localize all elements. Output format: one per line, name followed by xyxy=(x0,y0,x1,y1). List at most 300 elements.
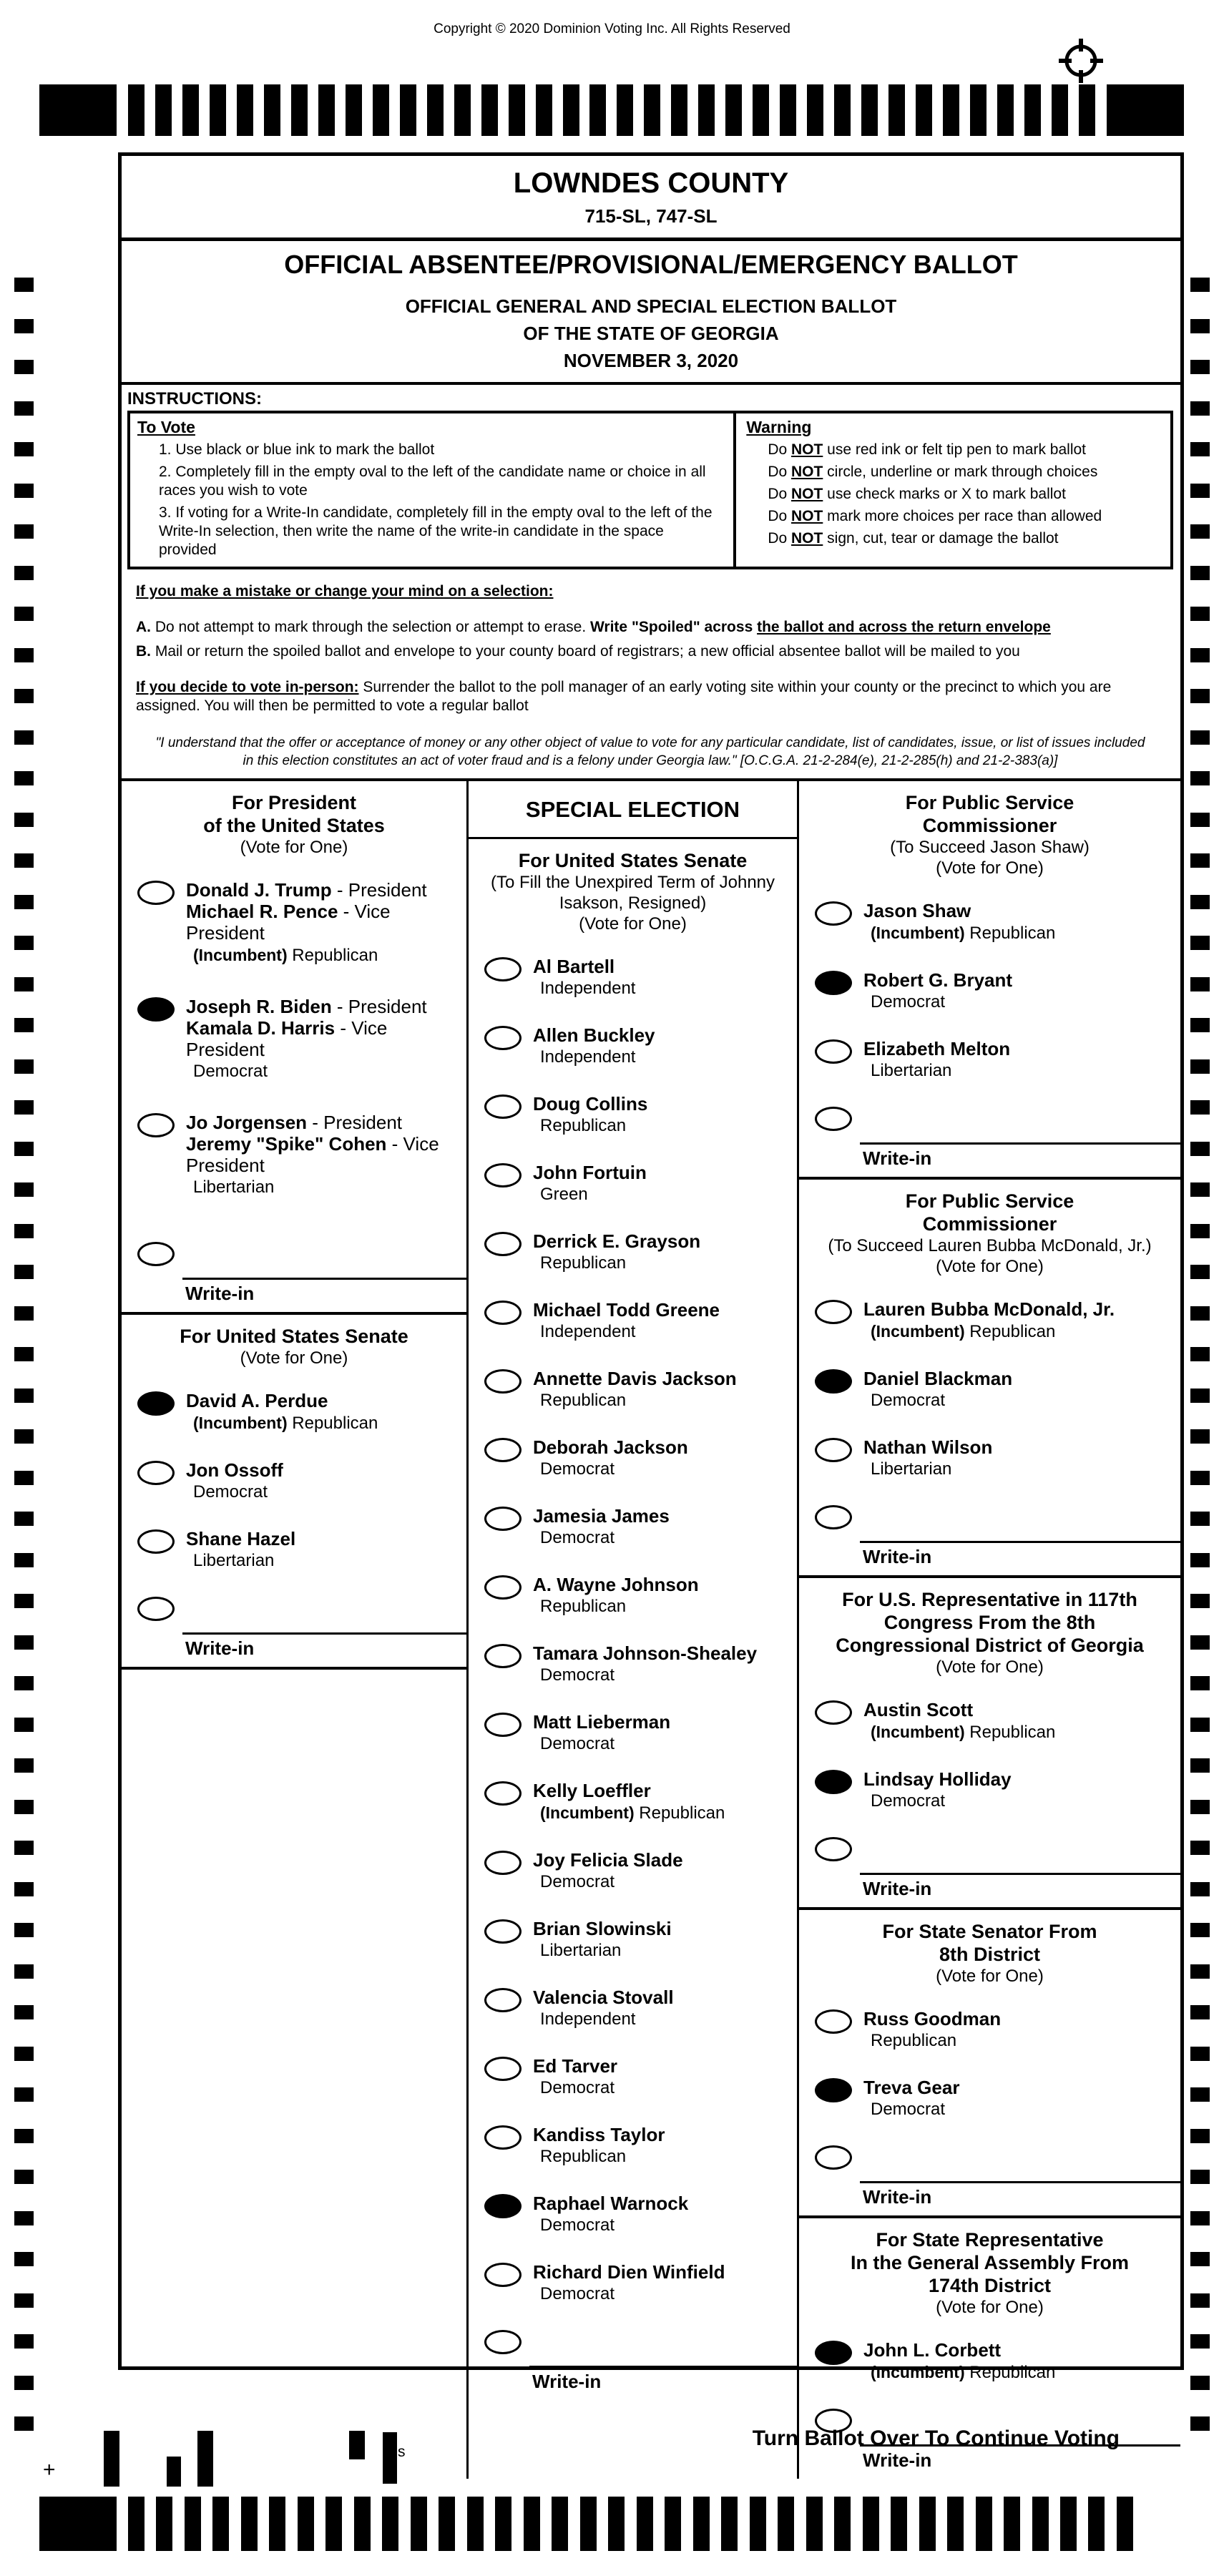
timing-bar xyxy=(495,2497,511,2551)
candidate-text xyxy=(533,1642,757,1685)
oval-annette-davis-jackson[interactable] xyxy=(484,1369,522,1394)
timing-mark-left xyxy=(14,1718,34,1732)
timing-mark-right xyxy=(1190,1306,1210,1321)
candidate-name: Jason Shaw xyxy=(863,900,971,921)
candidate-name: Brian Slowinski xyxy=(533,1918,672,1939)
candidate-name: Michael Todd Greene xyxy=(533,1299,720,1321)
write-in-space[interactable] xyxy=(860,2181,1180,2215)
timing-bar xyxy=(182,84,199,136)
contest-subtitle xyxy=(799,1235,1180,1277)
timing-bar xyxy=(970,84,986,136)
plus-registration-mark: + xyxy=(43,2458,56,2482)
write-in-oval-row xyxy=(799,1505,1180,1529)
to-vote-item: 3. If voting for a Write-In candidate, completely fill in the empty oval to the left of the Write-In selection, then write the name of the write-in candidate in the space provided xyxy=(159,504,713,558)
timing-mark-right xyxy=(1190,689,1210,703)
oval-jamesia-james[interactable] xyxy=(484,1507,522,1531)
candidate-party: Democrat xyxy=(193,1062,268,1081)
oval-brian-slowinski[interactable] xyxy=(484,1919,522,1944)
candidate-party: (Incumbent) Republican xyxy=(871,1723,1056,1742)
candidate-party: Independent xyxy=(540,2009,636,2029)
oval-write-in-state-senator-8th[interactable] xyxy=(815,2145,852,2170)
candidate-name: Raphael Warnock xyxy=(533,2193,689,2214)
oval-joy-felicia-slade[interactable] xyxy=(484,1851,522,1875)
candidate-party: Democrat xyxy=(540,2078,615,2097)
oval-write-in-us-senate[interactable] xyxy=(137,1597,175,1621)
oval-michael-todd-greene[interactable] xyxy=(484,1301,522,1325)
oval-raphael-warnock[interactable] xyxy=(484,2194,522,2218)
candidate-row xyxy=(469,1505,797,1548)
write-in-label: Write-in xyxy=(863,2449,932,2471)
timing-bar xyxy=(807,84,823,136)
candidate-text xyxy=(533,1711,670,1754)
copyright-line: Copyright © 2020 Dominion Voting Inc. All Rights Reserved xyxy=(434,21,790,36)
timing-mark-left xyxy=(14,2334,34,2349)
column-left xyxy=(122,781,469,2479)
candidate-text xyxy=(533,2261,725,2304)
oval-nathan-wilson[interactable] xyxy=(815,1438,852,1462)
candidate-row xyxy=(469,1024,797,1067)
timing-mark-right xyxy=(1190,895,1210,909)
oval-deborah-jackson[interactable] xyxy=(484,1438,522,1462)
candidate-row xyxy=(469,1849,797,1892)
candidate-name: Elizabeth Melton xyxy=(863,1038,1011,1059)
oval-derrick-e-grayson[interactable] xyxy=(484,1232,522,1256)
instructions-box xyxy=(127,411,1173,569)
oval-valencia-stovall[interactable] xyxy=(484,1988,522,2012)
oval-richard-dien-winfield[interactable] xyxy=(484,2263,522,2287)
timing-mark-left xyxy=(14,2211,34,2225)
timing-mark-right xyxy=(1190,2170,1210,2184)
contest-subtitle xyxy=(799,1657,1180,1678)
oval-write-in-us-rep-8th[interactable] xyxy=(815,1837,852,1861)
oval-write-in-psc-shaw[interactable] xyxy=(815,1107,852,1131)
candidate-text xyxy=(863,2077,959,2120)
oval-matt-lieberman[interactable] xyxy=(484,1713,522,1737)
timing-bar xyxy=(637,2497,653,2551)
timing-mark-left xyxy=(14,1018,34,1032)
write-in-space[interactable] xyxy=(860,1873,1180,1907)
candidate-party: Democrat xyxy=(540,1459,615,1479)
contest-title xyxy=(469,849,797,872)
timing-bar xyxy=(834,84,851,136)
timing-mark-right xyxy=(1190,2293,1210,2308)
write-in-oval-row xyxy=(122,1597,466,1621)
oval-write-in-psc-mcdonald[interactable] xyxy=(815,1505,852,1529)
timing-bar xyxy=(128,2497,145,2551)
contest-subtitle-line: (To Fill the Unexpired Term of Johnny xyxy=(490,873,775,892)
timing-mark-right xyxy=(1190,1100,1210,1115)
timing-mark-left xyxy=(14,1676,34,1690)
timing-bar xyxy=(264,84,280,136)
oval-austin-scott[interactable] xyxy=(815,1700,852,1725)
contest-us-senate xyxy=(122,1315,466,1670)
oval-write-in-us-senate-special[interactable] xyxy=(484,2330,522,2354)
candidate-name: Austin Scott xyxy=(863,1699,974,1720)
candidate-text xyxy=(186,1112,466,1198)
candidate-text xyxy=(863,1038,1010,1081)
timing-bar xyxy=(411,2497,427,2551)
timing-bar xyxy=(185,2497,201,2551)
oval-john-fortuin[interactable] xyxy=(484,1163,522,1187)
oval-lauren-bubba-mcdonald-jr[interactable] xyxy=(815,1300,852,1324)
timing-bar xyxy=(212,2497,229,2551)
contest-title-line: For State Senator From xyxy=(882,1921,1097,1942)
candidate-name: Tamara Johnson-Shealey xyxy=(533,1642,758,1664)
timing-mark-right xyxy=(1190,771,1210,785)
oval-shane-hazel[interactable] xyxy=(137,1529,175,1554)
timing-mark-right xyxy=(1190,2211,1210,2225)
candidate-party: Independent xyxy=(540,1047,636,1067)
candidate-text xyxy=(533,1849,683,1892)
candidate-text xyxy=(533,1230,700,1273)
write-in-label: Write-in xyxy=(185,1637,255,1659)
oval-robert-g-bryant[interactable] xyxy=(815,971,852,995)
candidate-name: Daniel Blackman xyxy=(863,1368,1013,1389)
candidate-party: Libertarian xyxy=(871,1061,952,1080)
candidate-text xyxy=(186,879,466,966)
timing-mark-right xyxy=(1190,2087,1210,2102)
timing-mark-left xyxy=(14,1182,34,1197)
timing-mark-left xyxy=(14,566,34,580)
timing-mark-right xyxy=(1190,1059,1210,1074)
oval-russ-goodman[interactable] xyxy=(815,2009,852,2034)
timing-mark-right xyxy=(1190,1841,1210,1855)
candidate-party: Republican xyxy=(540,1116,627,1135)
contest-subtitle xyxy=(799,837,1180,878)
candidate-text xyxy=(533,1505,670,1548)
candidate-name: Joseph R. Biden - President xyxy=(186,996,427,1017)
timing-bar xyxy=(325,2497,342,2551)
oval-daniel-blackman[interactable] xyxy=(815,1369,852,1394)
contest-subtitle-line: (Vote for One) xyxy=(936,1257,1044,1276)
candidate-name: Richard Dien Winfield xyxy=(533,2261,725,2283)
contest-psc-mcdonald xyxy=(799,1180,1180,1578)
timing-mark-right xyxy=(1190,2129,1210,2143)
write-in-space[interactable] xyxy=(182,1632,466,1667)
contest-subtitle-line: (To Succeed Jason Shaw) xyxy=(890,838,1090,857)
candidate-name: Treva Gear xyxy=(863,2077,960,2098)
candidate-party: Democrat xyxy=(540,1734,615,1753)
oval-lindsay-holliday[interactable] xyxy=(815,1770,852,1794)
timing-mark-left xyxy=(14,648,34,662)
write-in-space[interactable] xyxy=(529,2366,797,2400)
write-in-oval-row xyxy=(799,1107,1180,1131)
contest-title-line: For President xyxy=(231,792,357,813)
contest-title-line: In the General Assembly From xyxy=(850,2252,1130,2273)
timing-mark-right xyxy=(1190,524,1210,539)
timing-mark-left xyxy=(14,730,34,745)
timing-bar xyxy=(400,84,416,136)
timing-bar xyxy=(481,84,498,136)
oval-ed-tarver[interactable] xyxy=(484,2057,522,2081)
candidate-text xyxy=(863,2008,1001,2051)
contest-title xyxy=(122,791,466,837)
timing-mark-left xyxy=(14,1512,34,1526)
timing-bar xyxy=(608,2497,625,2551)
warning-title: Warning xyxy=(746,418,812,436)
contest-us-senate-special xyxy=(469,839,797,2400)
oval-donald-j-trump[interactable] xyxy=(137,881,175,905)
candidate-row xyxy=(469,1368,797,1411)
timing-bar xyxy=(1060,2497,1077,2551)
candidate-row xyxy=(122,1528,466,1571)
candidate-list xyxy=(799,2339,1180,2383)
candidate-text xyxy=(863,969,1012,1012)
oval-elizabeth-melton[interactable] xyxy=(815,1039,852,1064)
candidate-text xyxy=(533,2193,688,2235)
candidate-row xyxy=(469,956,797,999)
timing-mark-right xyxy=(1190,1964,1210,1979)
write-in-space[interactable] xyxy=(860,1142,1180,1177)
contest-title-line: For State Representative xyxy=(876,2229,1104,2251)
candidate-text xyxy=(533,1299,720,1342)
candidate-name: A. Wayne Johnson xyxy=(533,1574,699,1595)
contest-subtitle-line: (Vote for One) xyxy=(936,1967,1044,1986)
timing-mark-right xyxy=(1190,1018,1210,1032)
timing-bar xyxy=(665,2497,681,2551)
candidate-party: Democrat xyxy=(540,2284,615,2303)
timing-mark-left xyxy=(14,1347,34,1361)
oval-treva-gear[interactable] xyxy=(815,2078,852,2102)
felony-statement: "I understand that the offer or acceptance of money or any other object of value to vote for any particular candidate, list of candidates, issue, or list of issues included in this election constitutes an act of voter fraud and is a felony under Georgia law." [O.C.G.A. 21-2-284(e), 21-2-285(h) and 21-2-383(a)] xyxy=(155,735,1145,768)
mistake-instructions: If you make a mistake or change your mind on a selection: A. Do not attempt to mark through the selection or attempt to erase. Write "Spoiled" across the ballot and across the return envelope B. Mail or return the spoiled ballot and envelope to your county board of registrars; a new official absentee ballot will be mailed to you If you decide to vote in-person: Surrender the ballot to the poll manager of an early voting site within your county or the precinct to which you are assigned. You will then be permitted to vote a regular ballot xyxy=(136,583,1112,714)
timing-mark-left xyxy=(14,977,34,991)
oval-write-in-president[interactable] xyxy=(137,1242,175,1266)
timing-mark-left xyxy=(14,1471,34,1485)
oval-al-bartell[interactable] xyxy=(484,957,522,981)
candidate-name: Lauren Bubba McDonald, Jr. xyxy=(863,1298,1115,1320)
timing-mark-right xyxy=(1190,1512,1210,1526)
timing-bar xyxy=(891,2497,907,2551)
oval-jon-ossoff[interactable] xyxy=(137,1461,175,1485)
timing-mark-left xyxy=(14,607,34,621)
timing-mark-right xyxy=(1190,1224,1210,1238)
oval-doug-collins[interactable] xyxy=(484,1094,522,1119)
timing-mark-right xyxy=(1190,853,1210,868)
candidate-text xyxy=(533,1918,672,1961)
candidate-row xyxy=(469,1230,797,1273)
special-election-banner: SPECIAL ELECTION xyxy=(469,781,797,839)
timing-block xyxy=(1107,84,1184,136)
timing-mark-left xyxy=(14,1800,34,1814)
candidate-party: Libertarian xyxy=(540,1941,622,1960)
candidate-text xyxy=(533,1162,647,1205)
candidate-name: Jo Jorgensen - President xyxy=(186,1112,403,1133)
timing-mark-right xyxy=(1190,1347,1210,1361)
candidate-row xyxy=(799,1038,1180,1081)
candidate-party: Libertarian xyxy=(193,1177,275,1197)
candidate-row xyxy=(469,1780,797,1823)
timing-mark-left xyxy=(14,813,34,827)
candidate-row xyxy=(469,1711,797,1754)
contest-subtitle-line: (Vote for One) xyxy=(936,1657,1044,1677)
contest-title-line: For United States Senate xyxy=(180,1326,408,1347)
oval-joseph-r-biden[interactable] xyxy=(137,997,175,1022)
write-in-space[interactable] xyxy=(860,1541,1180,1575)
timing-bar xyxy=(318,84,335,136)
oval-allen-buckley[interactable] xyxy=(484,1026,522,1050)
timing-bar xyxy=(467,2497,484,2551)
candidate-text xyxy=(863,1768,1012,1811)
contest-title-line: 174th District xyxy=(928,2275,1052,2296)
timing-mark-right xyxy=(1190,607,1210,621)
contest-title-line: Congressional District of Georgia xyxy=(836,1635,1144,1656)
contest-title-line: For U.S. Representative in 117th xyxy=(842,1589,1137,1610)
candidate-text xyxy=(186,1390,378,1434)
oval-jo-jorgensen[interactable] xyxy=(137,1113,175,1137)
contest-title-line: 8th District xyxy=(939,1944,1041,1965)
candidate-text xyxy=(533,1780,725,1823)
precinct-codes: 715-SL, 747-SL xyxy=(584,205,718,227)
timing-bar xyxy=(346,84,362,136)
timing-mark-left xyxy=(14,1389,34,1403)
ballot-header xyxy=(122,156,1180,241)
candidate-row xyxy=(799,1298,1180,1342)
timing-mark-right xyxy=(1190,1635,1210,1650)
timing-bar xyxy=(427,84,444,136)
timing-bar xyxy=(552,2497,568,2551)
timing-bar xyxy=(780,84,796,136)
candidate-party: Democrat xyxy=(540,1665,615,1685)
timing-mark-right xyxy=(1190,2334,1210,2349)
timing-mark-left xyxy=(14,1964,34,1979)
candidate-list xyxy=(469,956,797,2304)
timing-bar xyxy=(778,2497,794,2551)
instructions-section xyxy=(122,385,1180,778)
timing-mark-left xyxy=(14,2376,34,2390)
candidate-party: Democrat xyxy=(540,1528,615,1547)
candidate-row xyxy=(799,1699,1180,1743)
contest-subtitle-line: (Vote for One) xyxy=(240,1348,348,1368)
timing-mark-left xyxy=(14,1841,34,1855)
oval-john-l-corbett[interactable] xyxy=(815,2341,852,2365)
candidate-name: Jon Ossoff xyxy=(186,1459,283,1481)
contest-subtitle-line: (Vote for One) xyxy=(936,2298,1044,2317)
candidate-name: Doug Collins xyxy=(533,1093,648,1115)
candidate-party: Democrat xyxy=(540,2215,615,2235)
candidate-list xyxy=(122,879,466,1198)
candidate-list xyxy=(122,1390,466,1571)
candidate-party: Republican xyxy=(540,1597,627,1616)
write-in-label: Write-in xyxy=(863,1546,932,1567)
timing-bar xyxy=(671,84,687,136)
timing-mark-right xyxy=(1190,1758,1210,1773)
timing-bar xyxy=(210,84,226,136)
candidate-row xyxy=(469,2055,797,2098)
timing-mark-right xyxy=(1190,1471,1210,1485)
candidate-row xyxy=(469,1642,797,1685)
candidate-name: Kandiss Taylor xyxy=(533,2124,665,2145)
oval-a-wayne-johnson[interactable] xyxy=(484,1575,522,1600)
timing-bar xyxy=(580,2497,597,2551)
timing-mark-left xyxy=(14,1265,34,1279)
contest-title-line: Commissioner xyxy=(922,815,1057,836)
write-in-oval-row xyxy=(799,2145,1180,2170)
candidate-party: Democrat xyxy=(871,992,946,1012)
write-in-label: Write-in xyxy=(863,1878,932,1899)
write-in-label: Write-in xyxy=(863,2186,932,2208)
timing-mark-right xyxy=(1190,1553,1210,1567)
timing-mark-left xyxy=(14,2170,34,2184)
timing-mark-left xyxy=(14,1635,34,1650)
timing-mark-left xyxy=(14,1594,34,1608)
candidate-name: John Fortuin xyxy=(533,1162,647,1183)
contest-subtitle-line: (To Succeed Lauren Bubba McDonald, Jr.) xyxy=(828,1236,1152,1255)
timing-bar xyxy=(916,84,932,136)
candidate-party: (Incumbent) Republican xyxy=(540,1803,725,1823)
contest-title xyxy=(799,791,1180,837)
candidate-row xyxy=(469,1093,797,1136)
write-in-space[interactable] xyxy=(182,1278,466,1312)
candidate-row xyxy=(122,996,466,1082)
candidate-text xyxy=(533,1987,674,2029)
contest-state-senator-8th xyxy=(799,1910,1180,2218)
write-in-oval-row xyxy=(469,2330,797,2354)
candidate-row xyxy=(799,2077,1180,2120)
contest-title-line: Congress From the 8th xyxy=(883,1612,1096,1633)
oval-tamara-johnson-shealey[interactable] xyxy=(484,1644,522,1668)
contest-subtitle xyxy=(122,837,466,858)
timing-bar xyxy=(976,2497,992,2551)
contest-subtitle xyxy=(799,1966,1180,1987)
ballot-type-title: OFFICIAL ABSENTEE/PROVISIONAL/EMERGENCY BALLOT xyxy=(284,250,1018,279)
timing-mark-left xyxy=(14,319,34,333)
timing-bar xyxy=(888,84,905,136)
candidate-party: Democrat xyxy=(540,1872,615,1891)
timing-mark-right xyxy=(1190,1923,1210,1937)
candidate-list xyxy=(799,1298,1180,1479)
contest-title-line: For United States Senate xyxy=(518,850,748,871)
oval-kandiss-taylor[interactable] xyxy=(484,2125,522,2150)
candidate-row xyxy=(469,1299,797,1342)
timing-mark-right xyxy=(1190,1142,1210,1156)
timing-bar xyxy=(919,2497,936,2551)
candidate-party: (Incumbent) Republican xyxy=(871,2363,1056,2382)
timing-mark-left xyxy=(14,1100,34,1115)
contest-title xyxy=(799,1588,1180,1657)
timing-mark-right xyxy=(1190,1182,1210,1197)
candidate-party: Republican xyxy=(540,2147,627,2166)
timing-bar xyxy=(1117,2497,1133,2551)
timing-mark-right xyxy=(1190,813,1210,827)
contest-subtitle-line: (Vote for One) xyxy=(240,838,348,857)
candidate-text xyxy=(533,1093,647,1136)
candidate-name: Al Bartell xyxy=(533,956,615,977)
candidate-row xyxy=(469,1918,797,1961)
to-vote-panel xyxy=(130,413,733,567)
election-title-line1: OFFICIAL GENERAL AND SPECIAL ELECTION BALLOT xyxy=(405,295,897,317)
timing-mark-right xyxy=(1190,442,1210,456)
oval-kelly-loeffler[interactable] xyxy=(484,1781,522,1806)
candidate-row xyxy=(469,1162,797,1205)
candidate-party: Republican xyxy=(871,2031,957,2050)
timing-mark-right xyxy=(1190,319,1210,333)
write-in-label: Write-in xyxy=(185,1283,255,1304)
warning-panel xyxy=(733,413,1170,567)
to-vote-item: 2. Completely fill in the empty oval to the left of the candidate name or choice in all races you wish to vote xyxy=(159,464,706,499)
oval-jason-shaw[interactable] xyxy=(815,901,852,926)
timing-mark-right xyxy=(1190,1800,1210,1814)
oval-david-a-perdue[interactable] xyxy=(137,1391,175,1416)
candidate-party: Republican xyxy=(540,1391,627,1410)
candidate-row xyxy=(799,1436,1180,1479)
candidate-party: Libertarian xyxy=(193,1551,275,1570)
candidate-row xyxy=(122,1390,466,1434)
timing-mark-right xyxy=(1190,278,1210,292)
candidate-name: Nathan Wilson xyxy=(863,1436,993,1458)
candidate-text xyxy=(863,2339,1055,2383)
candidate-party: Republican xyxy=(540,1253,627,1273)
